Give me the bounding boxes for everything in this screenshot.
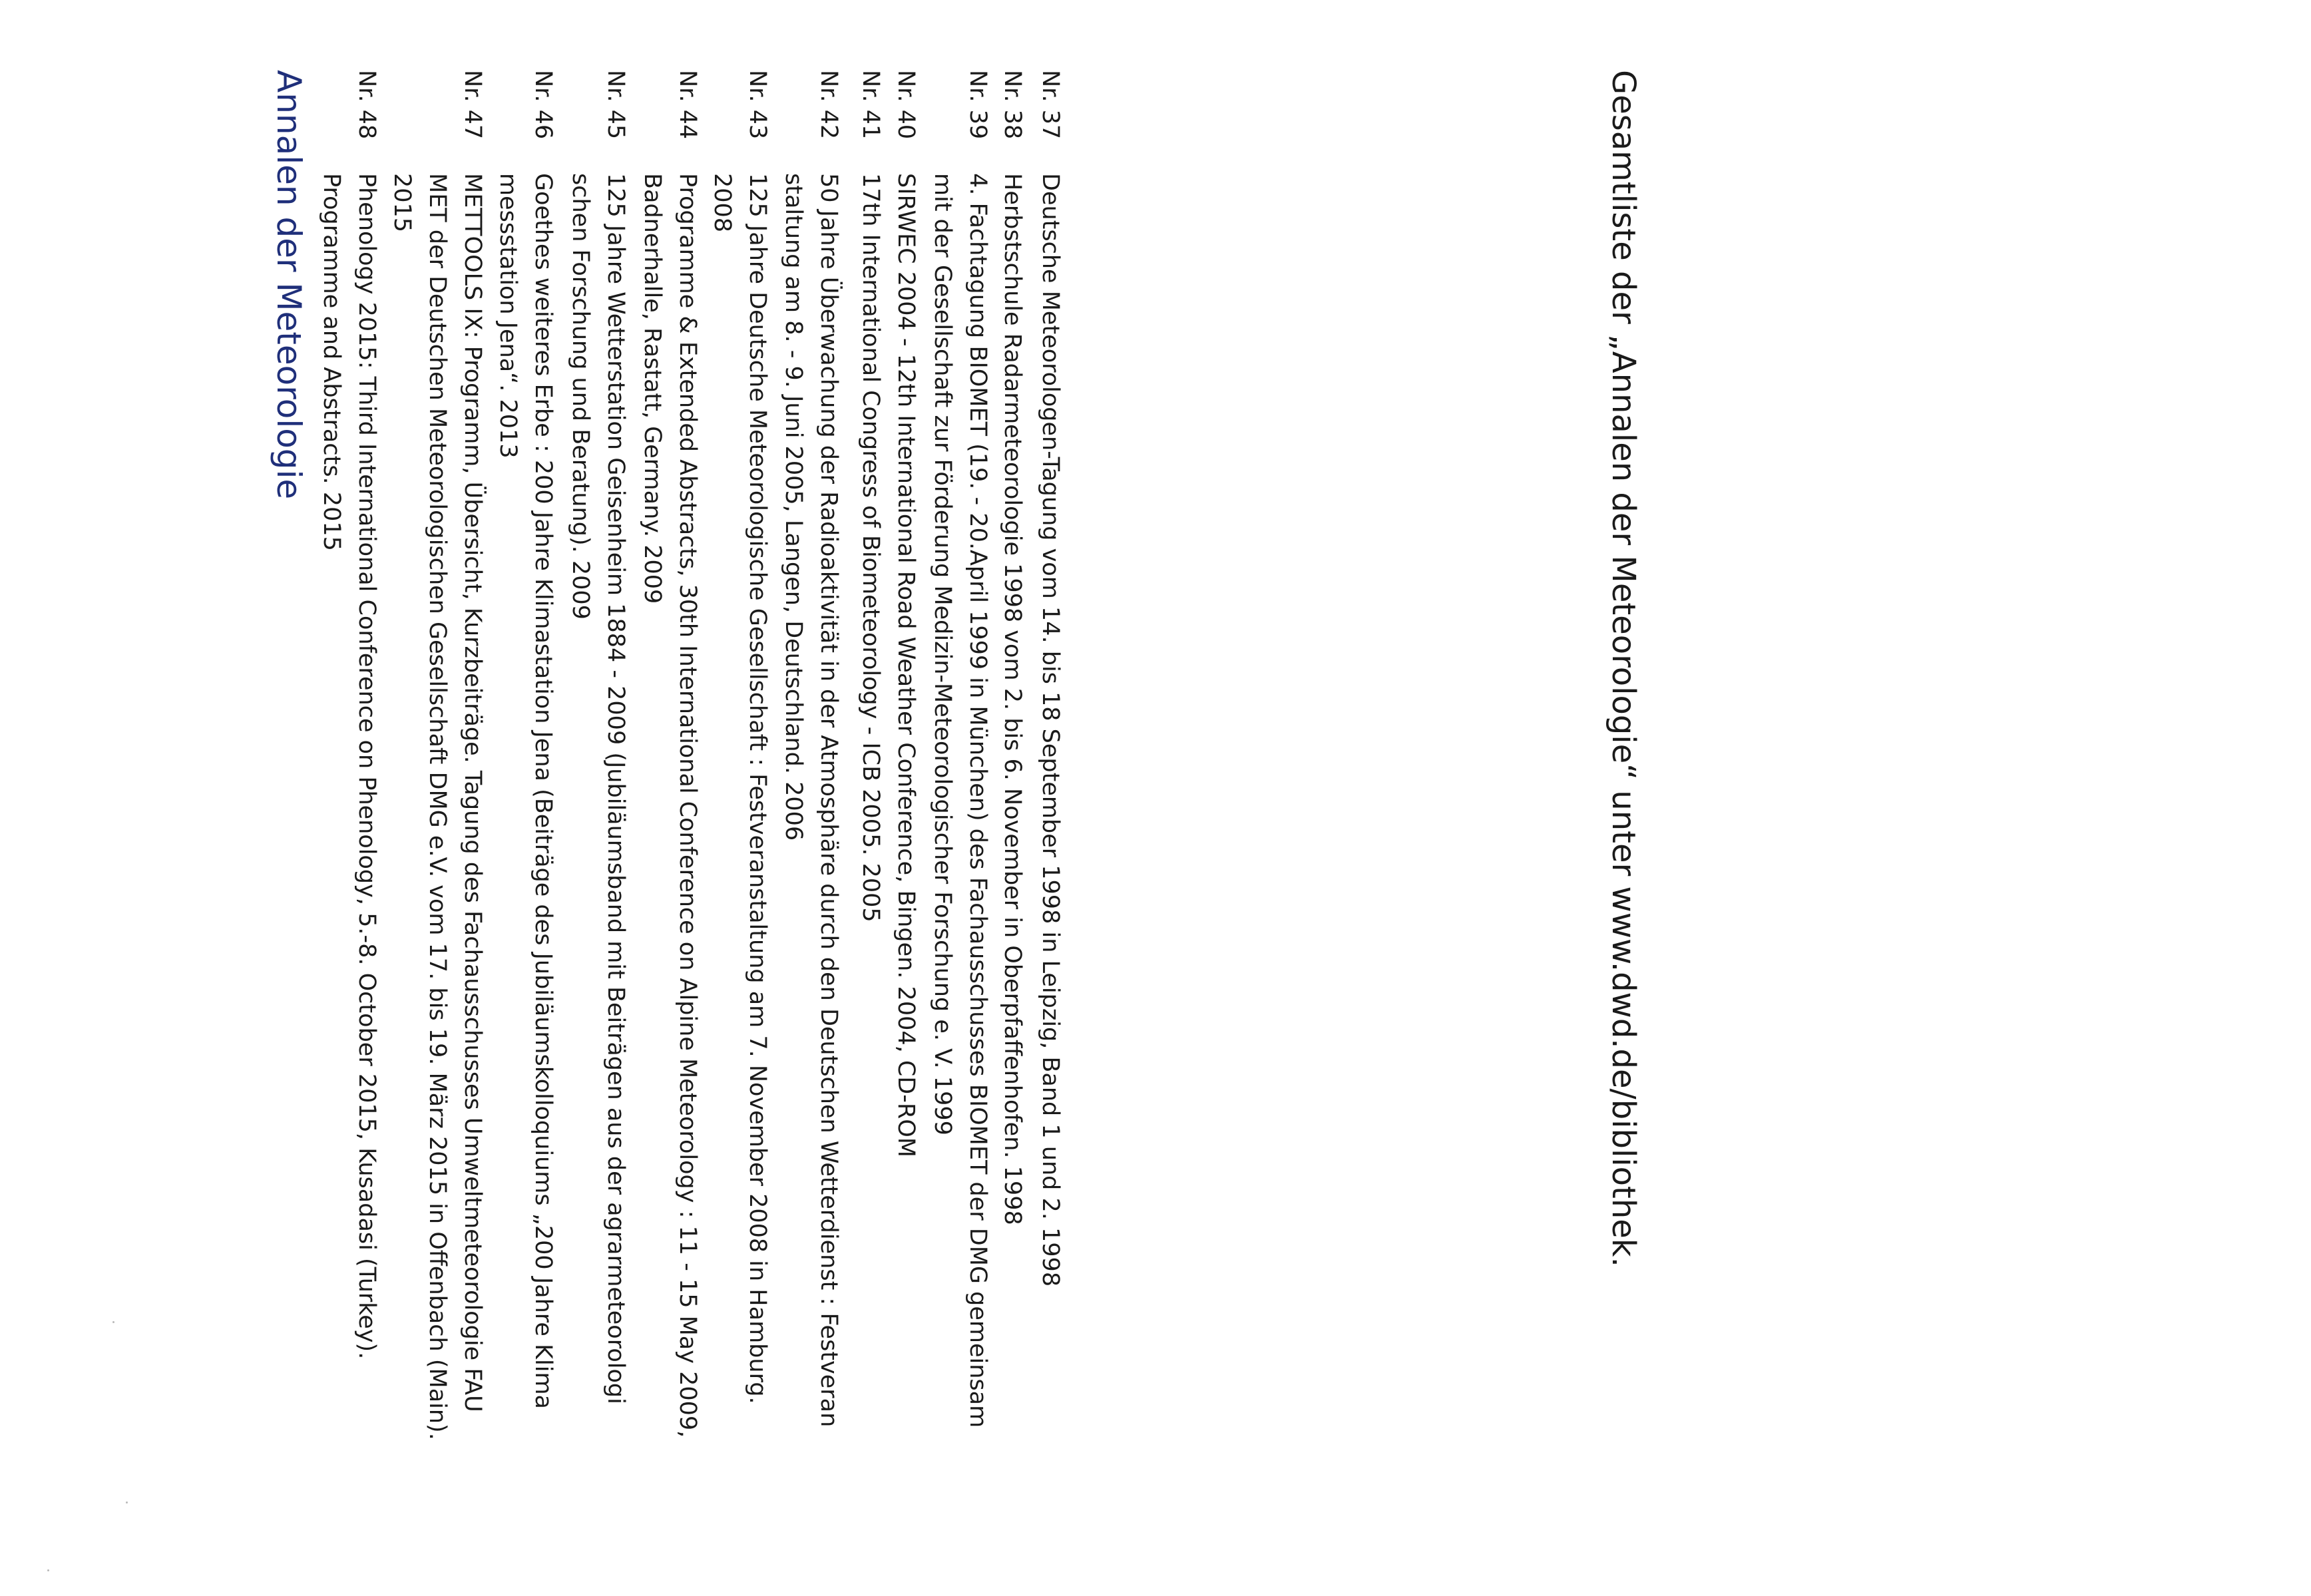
entry-text: Phenology 2015: Third International Conference on Phenology, 5.-8. October 2015, Kusadasi (Turkey). Programme and Abstracts. 2015 <box>318 173 380 1360</box>
entry-number: Nr. 39 <box>964 70 991 140</box>
entry-text: SIRWEC 2004 - 12th International Road Weather Conference, Bingen. 2004, CD-ROM <box>893 173 919 1157</box>
entry-text: Goethes weiteres Erbe : 200 Jahre Klimastation Jena (Beiträge des Jubiläumskolloquiums „200 Jahre Klima messstation Jena“. 2013 <box>495 173 556 1409</box>
list-item <box>775 70 846 1534</box>
entry-text: 4. Fachtagung BIOMET (19. - 20.April 1999 in München) des Fachausschusses BIOMET der DMG gemeinsam mit der Gesellschaft zur Förderung Medizin-Meteorologischer Forschung e. V. 1999 <box>929 173 991 1428</box>
entry-number: Nr. 40 <box>893 70 919 140</box>
entry-text: 17th International Congress of Biometeorology - ICB 2005. 2005 <box>857 173 884 922</box>
list-item <box>314 70 384 1534</box>
list-item <box>562 70 633 1534</box>
entry-text: 125 Jahre Deutsche Meteorologische Gesellschaft : Festveranstaltung am 7. November 2008 in Hamburg. 2008 <box>709 173 771 1404</box>
entry-text: 50 Jahre Überwachung der Radioaktivität in der Atmosphäre durch den Deutschen Wetterdienst : Festveran staltung am 8. - 9. Juni 2005, Langen, Deutschland. 2006 <box>780 173 842 1428</box>
entry-text: Programme & Extended Abstracts, 30th International Conference on Alpine Meteorology : 11 - 15 May 2009, Badnerhalle, Rastatt, Germany. 2009 <box>639 173 701 1438</box>
entry-number: Nr. 41 <box>857 70 884 140</box>
entry-number: Nr. 44 <box>674 70 701 140</box>
list-item <box>1032 70 1068 1534</box>
entry-number: Nr. 38 <box>999 70 1026 140</box>
entry-text: 125 Jahre Wetterstation Geisenheim 1884 - 2009 (Jubiläumsband mit Beiträgen aus der agrarmeteorologi schen Forschung und Beratung). 2009 <box>567 173 629 1404</box>
entry-text: METTOOLS IX: Programm, Übersicht, Kurzbeiträge. Tagung des Fachausschusses Umweltmeteorologie FAU MET der Deutschen Meteorologischen Gesellschaft DMG e.V. vom 17. bis 19. März 2015 in Offenbach (Main). 2015 <box>389 173 486 1440</box>
entry-number: Nr. 42 <box>815 70 842 140</box>
list-item <box>384 70 490 1534</box>
scan-speck <box>47 1569 49 1571</box>
list-item <box>490 70 560 1534</box>
entry-number: Nr. 46 <box>530 70 556 140</box>
list-item <box>888 70 923 1534</box>
list-item <box>853 70 888 1534</box>
entry-number: Nr. 47 <box>459 70 486 140</box>
page-title: Annalen der Meteorologie <box>270 70 308 500</box>
list-item <box>704 70 775 1534</box>
entry-number: Nr. 48 <box>353 70 380 140</box>
list-item <box>925 70 995 1534</box>
list-item <box>634 70 705 1534</box>
scan-speck <box>126 1501 128 1503</box>
entry-number: Nr. 45 <box>602 70 629 140</box>
footer-note: Gesamtliste der „Annalen der Meteorologie“ unter www.dwd.de/bibliothek. <box>1605 70 1642 1267</box>
entry-text: Herbstschule Radarmeteorologie 1998 vom 2. bis 6. November in Oberpfaffenhofen. 1998 <box>999 173 1026 1225</box>
entry-number: Nr. 43 <box>744 70 771 140</box>
list-item <box>994 70 1030 1534</box>
scan-speck <box>112 1321 114 1323</box>
entry-text: Deutsche Meteorologen-Tagung vom 14. bis 18 September 1998 in Leipzig, Band 1 und 2. 1998 <box>1037 173 1064 1287</box>
entry-number: Nr. 37 <box>1037 70 1064 140</box>
